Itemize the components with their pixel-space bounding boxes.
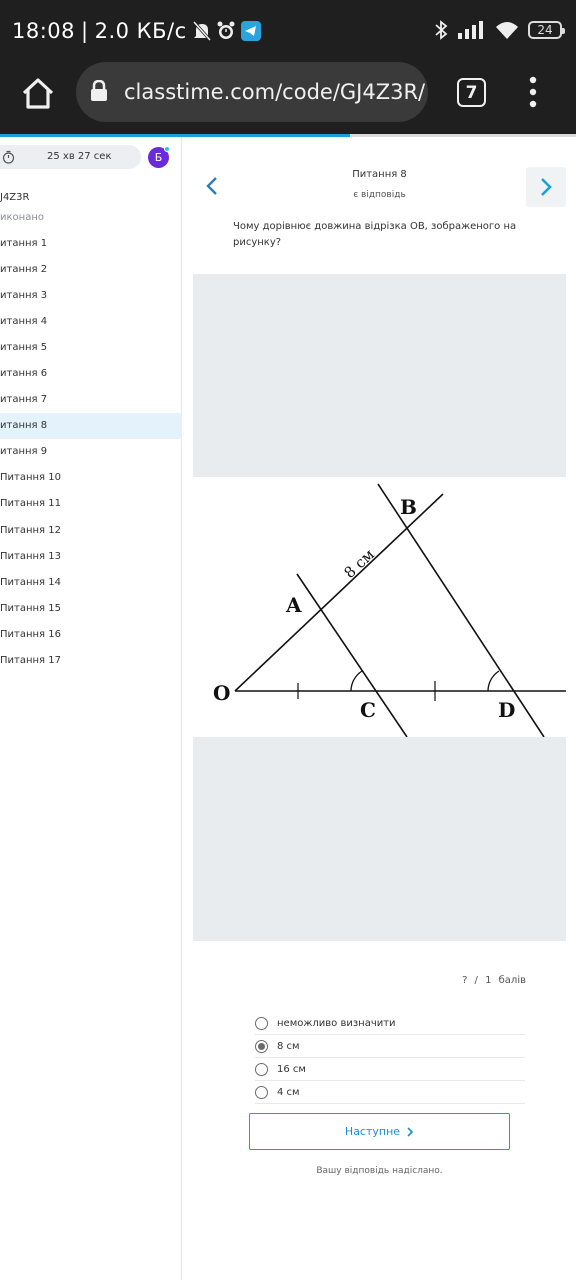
answer-option[interactable] [255,1012,525,1035]
sidebar-question-label: итання 4 [0,315,48,327]
ray-ob [235,494,443,691]
browser-toolbar [0,62,576,134]
lock-icon [90,80,108,102]
tabs-button[interactable] [457,78,486,107]
session-status: иконано [0,212,44,223]
sidebar-question-label: итання 3 [0,289,48,301]
avatar-badge [164,146,170,152]
next-button[interactable] [249,1113,510,1150]
line-bd [378,484,544,737]
mute-icon [193,21,211,41]
sidebar-question-item[interactable] [0,360,182,386]
timer [0,145,141,169]
avatar[interactable] [148,147,169,168]
answer-option-label: 16 см [277,1063,306,1075]
question-title: Питання 8 [352,169,407,180]
score: ? / 1 балів [462,975,526,986]
sidebar-question-label: Питання 14 [0,576,61,588]
label-d: D [498,698,516,722]
timer-text: 25 хв 27 сек [47,151,112,162]
sidebar-question-item[interactable] [0,230,182,256]
sidebar-question-item[interactable] [0,439,182,465]
sidebar [0,137,182,1280]
label-segment-length: 8 см [340,545,378,582]
answer-options [255,1012,525,1104]
sidebar-question-label: Питання 16 [0,628,61,640]
signal-icon [458,21,486,39]
question-list [0,230,182,674]
wifi-icon [496,21,518,39]
sidebar-question-label: Питання 10 [0,472,61,484]
sidebar-question-item[interactable] [0,465,182,491]
sidebar-question-item[interactable] [0,256,182,282]
geometry-figure [193,477,566,737]
label-c: C [360,698,376,722]
sidebar-question-item[interactable] [0,413,182,439]
sidebar-question-item[interactable] [0,648,182,674]
sidebar-question-item[interactable] [0,595,182,621]
radio-button[interactable] [255,1063,268,1076]
tab-count: 7 [465,82,478,103]
sidebar-question-item[interactable] [0,387,182,413]
sidebar-question-label: итання 9 [0,446,48,458]
chevron-right-icon [406,1127,414,1137]
stopwatch-icon [2,150,15,164]
angle-c [351,671,362,691]
sidebar-question-item[interactable] [0,543,182,569]
label-o: O [213,681,231,705]
line-ac [297,574,407,737]
sidebar-question-label: итання 5 [0,341,48,353]
sidebar-question-label: Питання 11 [0,498,61,510]
sidebar-question-item[interactable] [0,308,182,334]
answer-option[interactable] [255,1035,525,1058]
status-left [12,19,261,43]
status-right [434,20,562,40]
avatar-initial: Б [154,151,163,164]
battery-icon [528,21,562,39]
more-menu-icon[interactable] [528,76,538,108]
radio-button[interactable] [255,1017,268,1030]
radio-button[interactable] [255,1086,268,1099]
next-question-button[interactable] [526,167,566,207]
sidebar-question-label: Питання 17 [0,655,61,667]
radio-button[interactable] [255,1040,268,1053]
status-speed: 2.0 КБ/с [94,19,187,43]
sidebar-question-label: Питання 12 [0,524,61,536]
alarm-icon [217,21,235,41]
answer-option[interactable] [255,1081,525,1104]
sidebar-question-item[interactable] [0,569,182,595]
status-separator: | [81,19,89,43]
sidebar-question-label: итання 1 [0,237,48,249]
submission-status: Вашу відповідь надіслано. [316,1166,443,1176]
label-b: B [400,495,417,519]
battery-level: 24 [537,23,553,37]
status-bar [0,0,576,62]
label-a: A [286,593,302,617]
sidebar-question-item[interactable] [0,517,182,543]
angle-d [488,671,499,691]
sidebar-question-label: итання 7 [0,394,48,406]
sidebar-question-item[interactable] [0,282,182,308]
status-time: 18:08 [12,19,76,43]
geometry-diagram [193,477,566,737]
sidebar-question-label: итання 2 [0,263,48,275]
question-panel [183,137,576,1280]
bluetooth-icon [434,20,448,40]
next-button-label: Наступне [344,1125,401,1138]
answer-option[interactable] [255,1058,525,1081]
sidebar-question-label: итання 6 [0,368,48,380]
chevron-right-icon [526,167,566,207]
answer-option-label: неможливо визначити [277,1017,396,1029]
sidebar-question-label: Питання 15 [0,602,61,614]
sidebar-question-label: итання 8 [0,420,48,432]
question-status: є відповідь [353,190,406,200]
telegram-icon [241,21,261,41]
sidebar-question-item[interactable] [0,491,182,517]
sidebar-question-label: Питання 13 [0,550,61,562]
question-text: Чому дорівнює довжина відрізка OB, зображеного на рисунку? [233,221,517,248]
sidebar-question-item[interactable] [0,621,182,647]
url-text: classtime.com/code/GJ4Z3R/ [124,80,426,104]
session-code: J4Z3R [0,192,30,203]
url-bar[interactable] [76,62,428,122]
answer-option-label: 8 см [277,1040,300,1052]
sidebar-question-item[interactable] [0,334,182,360]
home-icon[interactable] [20,76,56,112]
answer-option-label: 4 см [277,1086,300,1098]
